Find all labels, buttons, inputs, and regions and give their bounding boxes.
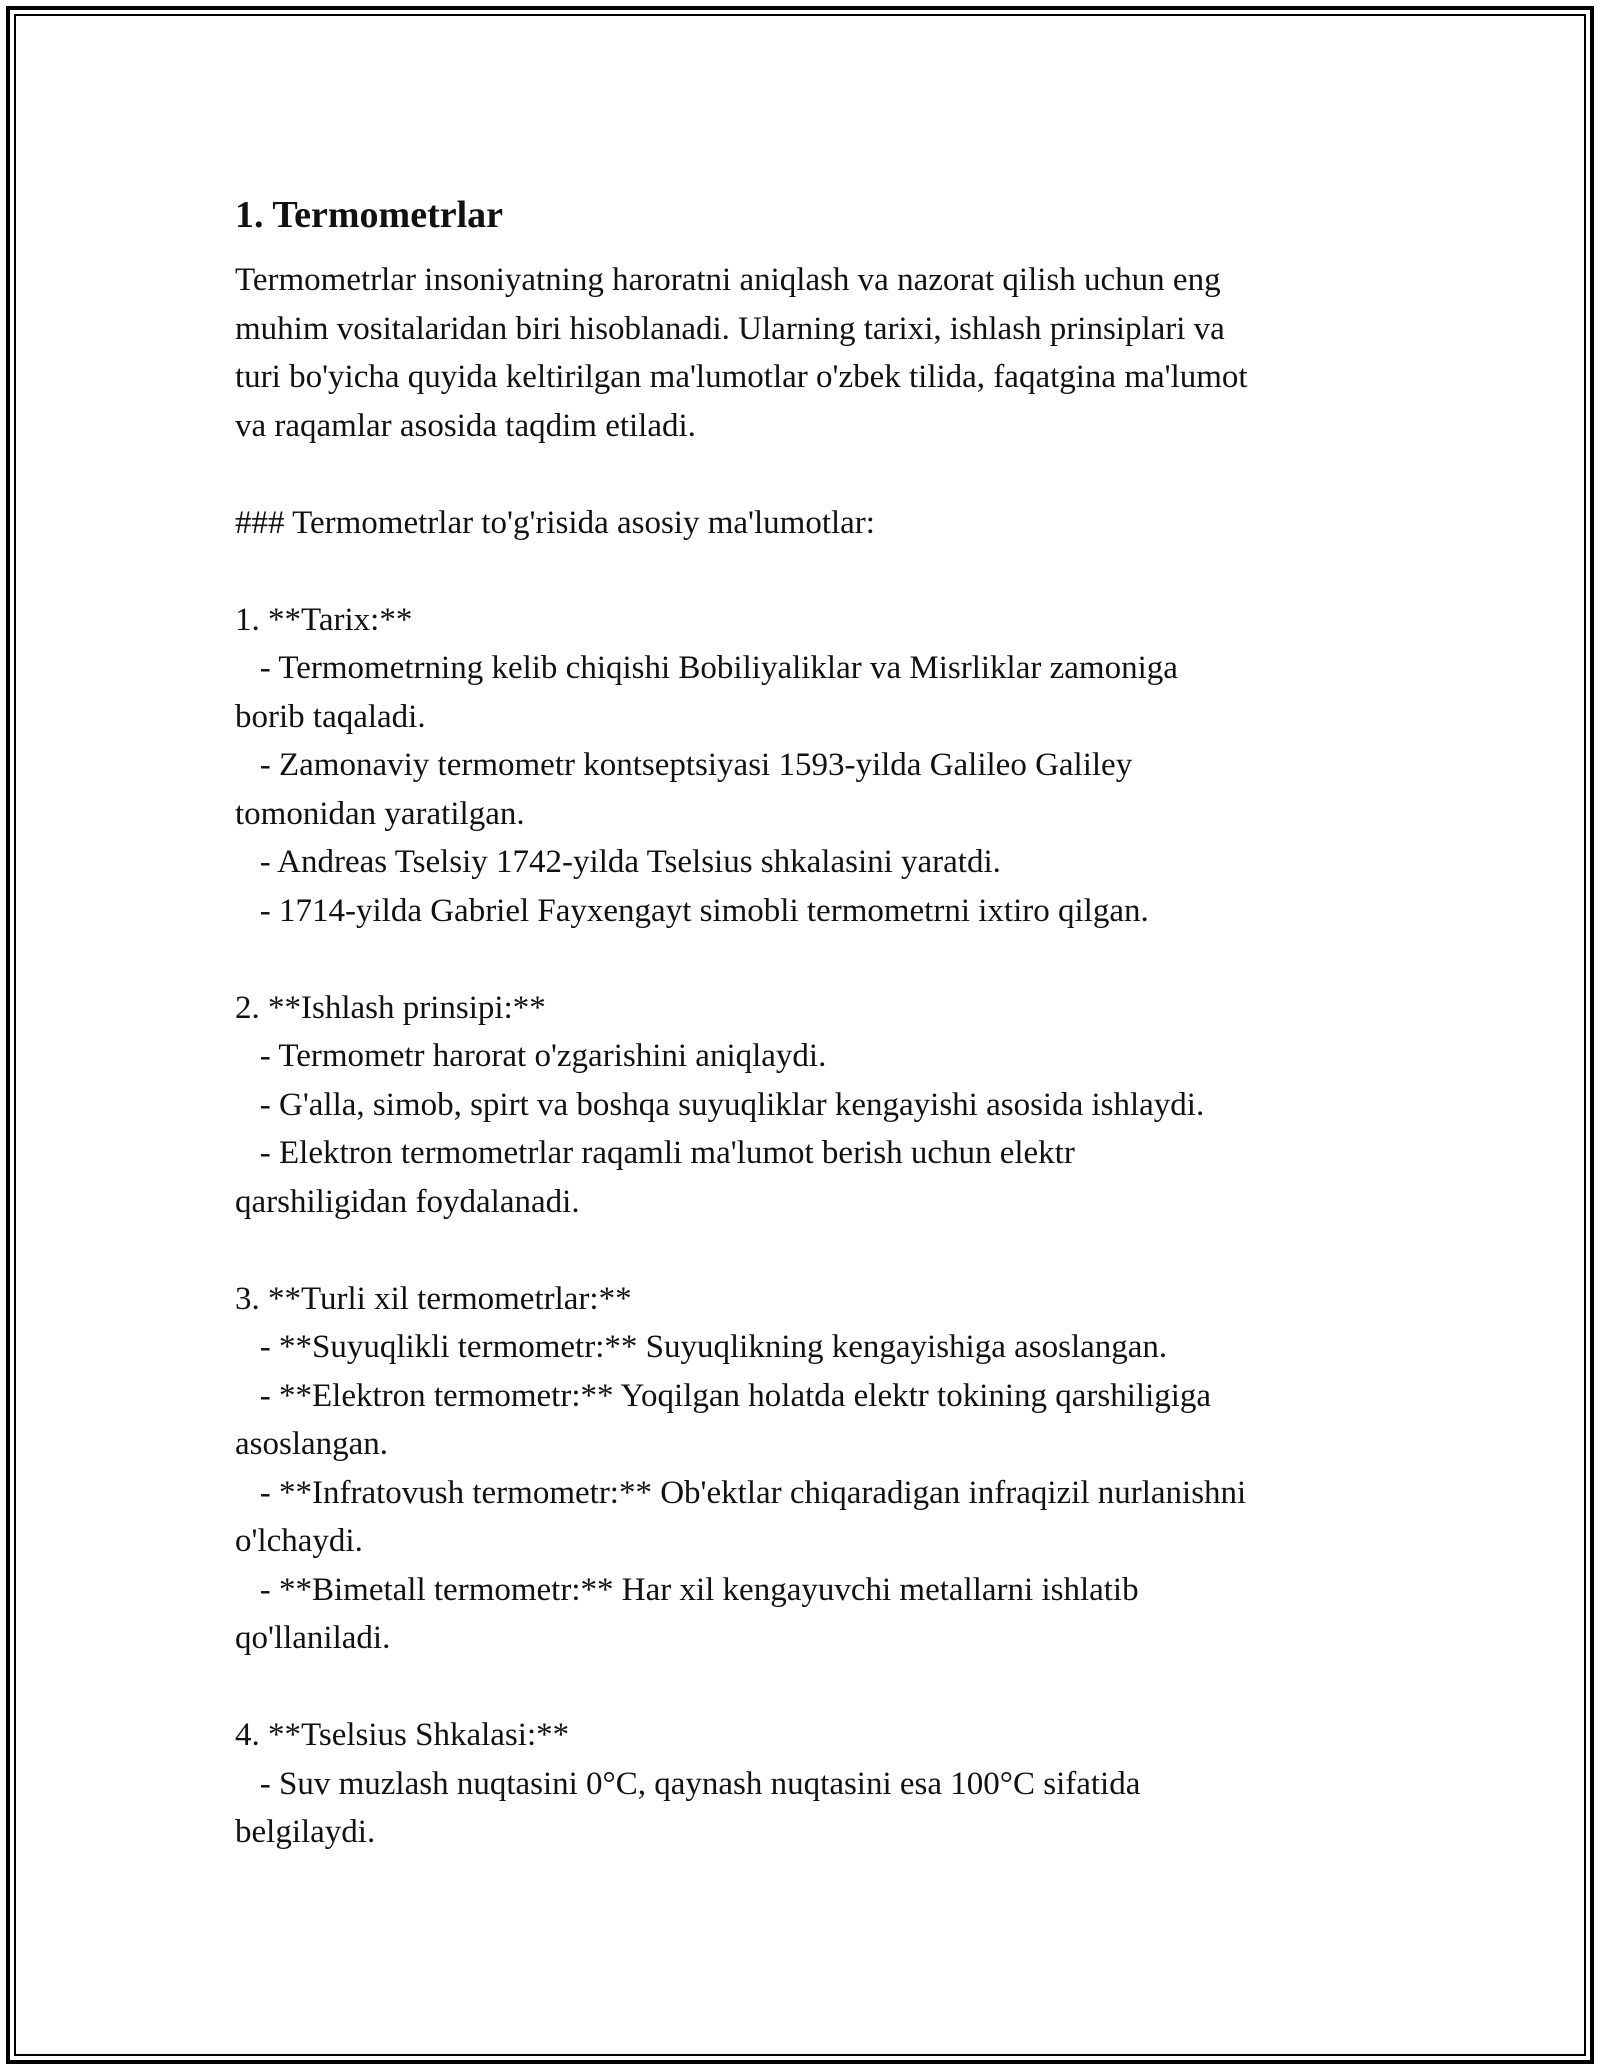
document-page [235, 186, 1375, 1857]
document-body: Termometrlar insoniyatning haroratni aniqlash va nazorat qilish uchun eng muhim vositalaridan biri hisoblanadi. Ularning tarixi, ishlash prinsiplari va turi bo'yicha quyida keltirilgan ma'lumotlar o'zbek tilida, faqatgina ma'lumot va raqamlar asosida taqdim etiladi. ### Termometrlar to'g'risida asosiy ma'lumotlar: 1. **Tarix:** - Termometrning kelib chiqishi Bobiliyaliklar va Misrliklar zamoniga borib taqaladi. - Zamonaviy termometr kontseptsiyasi 1593-yilda Galileo Galiley tomonidan yaratilgan. - Andreas Tselsiy 1742-yilda Tselsius shkalasini yaratdi. - 1714-yilda Gabriel Fayxengayt simobli termometrni ixtiro qilgan. 2. **Ishlash prinsipi:** - Termometr harorat o'zgarishini aniqlaydi. - G'alla, simob, spirt va boshqa suyuqliklar kengayishi asosida ishlaydi. - Elektron termometrlar raqamli ma'lumot berish uchun elektr qarshiligidan foydalanadi. 3. **Turli xil termometrlar:** - **Suyuqlikli termometr:** Suyuqlikning kengayishiga asoslangan. - **Elektron termometr:** Yoqilgan holatda elektr tokining qarshiligiga asoslangan. - **Infratovush termometr:** Ob'ektlar chiqaradigan infraqizil nurlanishni o'lchaydi. - **Bimetall termometr:** Har xil kengayuvchi metallarni ishlatib qo'llaniladi. 4. **Tselsius Shkalasi:** - Suv muzlash nuqtasini 0°C, qaynash nuqtasini esa 100°C sifatida belgilaydi. [235, 262, 1248, 1850]
document-title: 1. Termometrlar [235, 194, 504, 236]
